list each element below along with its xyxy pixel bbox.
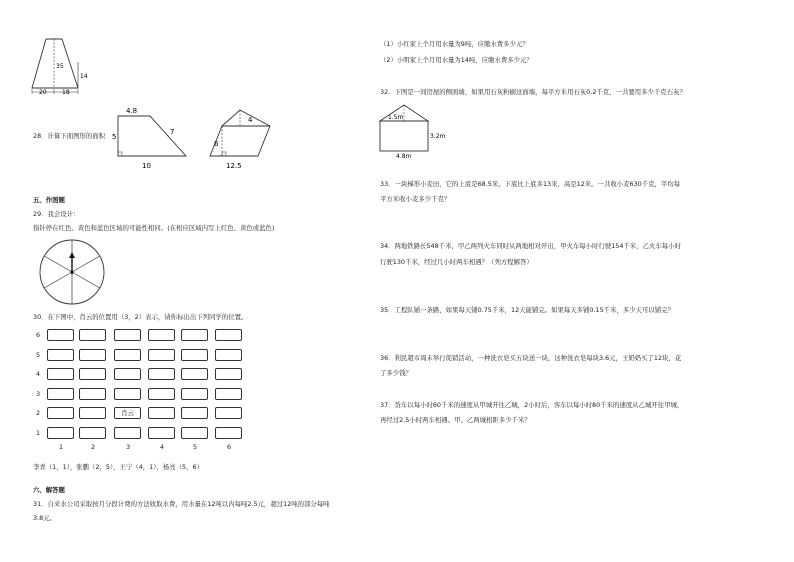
q27-height-label: 35 <box>56 63 64 70</box>
seat[interactable] <box>148 427 175 439</box>
row-label: 5 <box>36 351 41 359</box>
row-label: 6 <box>36 331 41 339</box>
seat[interactable] <box>215 329 242 341</box>
house-base-label: 4.8m <box>396 153 412 160</box>
seat[interactable] <box>114 329 141 341</box>
q33-line2: 平方米收小麦多少千克？ <box>380 195 451 203</box>
col-label: 2 <box>90 443 96 451</box>
q28-parallelogram <box>202 104 282 174</box>
seat[interactable] <box>79 329 106 341</box>
col-label: 3 <box>125 443 131 451</box>
trapezoid-bottom-label: 10 <box>142 162 151 170</box>
seat[interactable] <box>215 407 242 419</box>
q29-number: 29．我会设计： <box>33 210 80 218</box>
q30-students: 李青（1，1），张鹏（2，5），王宁（4，1），杨亮（5，6） <box>33 463 203 471</box>
q36-line2: 了多少钱？ <box>380 369 412 377</box>
q31-line2: 3.8元。 <box>33 514 56 522</box>
q31-line1: 31．自来水公司采取按月分段计费的方法收取水费，用水量在12吨以内每吨2.5元，超过12吨的部分每吨 <box>33 500 330 508</box>
seat[interactable] <box>215 388 242 400</box>
spinner-wheel <box>37 237 107 307</box>
seat[interactable] <box>47 427 74 439</box>
row-label: 3 <box>36 390 41 398</box>
row-label: 1 <box>36 429 41 437</box>
house-side-label: 3.2m <box>430 133 446 140</box>
seat[interactable] <box>215 427 242 439</box>
q35-text: 35．工程队铺一条路，如果每天铺0.75千米，12天能铺完。如果每天多铺0.15千米，多少天可以铺完？ <box>380 306 674 314</box>
seat[interactable] <box>148 329 175 341</box>
q32-house-wall <box>376 101 456 161</box>
seat[interactable] <box>114 427 141 439</box>
seat[interactable] <box>181 388 208 400</box>
col-label: 5 <box>192 443 198 451</box>
seat[interactable] <box>148 349 175 361</box>
house-roof-label: 1.5m <box>388 114 404 121</box>
q34-line2: 行驶130千米，经过几小时两车相遇？（列方程解答） <box>380 258 533 266</box>
seat[interactable] <box>215 368 242 380</box>
seat[interactable] <box>181 368 208 380</box>
q28-text: 28．计算下面图形的面积 <box>33 132 106 140</box>
trapezoid-top-label: 4.8 <box>126 107 138 115</box>
q33-line1: 33．一块梯形小麦田，它的上底是68.5米，下底比上底多13米，高是12米。一共收小麦630千克，平均每 <box>380 180 681 188</box>
q32-text: 32．下图是一间房屋的侧面墙，如果用石灰粉刷这面墙，每平方米用石灰0.2千克，一共要用多少千克石灰？ <box>380 88 686 96</box>
row-label: 2 <box>36 409 41 417</box>
seat[interactable] <box>181 349 208 361</box>
section-5-title: 五、作图题 <box>33 196 65 204</box>
seat[interactable] <box>47 388 74 400</box>
q34-line1: 34．两地铁路长548千米，甲乙两列火车同时从两地相对开出，甲火车每小时行驶154千米，乙火车每小时 <box>380 242 681 250</box>
row-label: 4 <box>36 370 41 378</box>
col-label: 1 <box>58 443 64 451</box>
q30-text: 30．在下图中，肖云的位置用（3，2）表示，请你标出出下列同学的位置。 <box>33 313 248 321</box>
q37-line1: 37．货车以每小时60千米的速度从甲城开往乙城，2小时后，客车以每小时80千米的速度从乙城开往甲城， <box>380 401 684 409</box>
seat[interactable] <box>79 427 106 439</box>
seat[interactable] <box>47 349 74 361</box>
seat[interactable] <box>114 368 141 380</box>
q31-sub1: （1）小红家上个月用水量为9吨，应缴水费多少元？ <box>380 40 529 48</box>
q28-trapezoid <box>112 106 192 171</box>
trapezoid-left-label: 5 <box>112 133 117 141</box>
seat[interactable] <box>47 368 74 380</box>
seat[interactable] <box>181 329 208 341</box>
q31-sub2: （2）小明家上个月用水量为14吨，应缴水费多少元？ <box>380 56 533 64</box>
seat[interactable] <box>181 427 208 439</box>
seat[interactable] <box>79 368 106 380</box>
seat[interactable] <box>79 388 106 400</box>
q27-base-right-label: 18 <box>62 89 70 96</box>
parallelogram-height-label: 6 <box>214 140 219 148</box>
q29-text: 指针停在红色、黄色和蓝色区域的可能性相同。(在相应区域内写上红色、黄色或蓝色) <box>33 224 275 232</box>
seat[interactable] <box>79 349 106 361</box>
seat[interactable] <box>47 329 74 341</box>
col-label: 6 <box>226 443 232 451</box>
q37-line2: 再经过2.5小时两车相遇。甲、乙两城相距多少千米？ <box>380 416 531 424</box>
parallelogram-base-label: 12.5 <box>226 162 242 170</box>
parallelogram-tri-label: 4 <box>248 116 253 124</box>
seat[interactable] <box>181 407 208 419</box>
seat[interactable] <box>215 349 242 361</box>
section-6-title: 六、解答题 <box>33 486 65 494</box>
q36-line1: 36．利民超市周末举行促销活动，一种洗衣皂买五块送一块，这种洗衣皂每块3.6元，王奶奶买了12块，花 <box>380 354 682 362</box>
seat[interactable] <box>148 368 175 380</box>
col-label: 4 <box>159 443 165 451</box>
seat[interactable] <box>148 407 175 419</box>
q27-side-label: 14 <box>80 73 88 80</box>
seat[interactable] <box>47 407 74 419</box>
seat[interactable] <box>114 349 141 361</box>
seat[interactable] <box>79 407 106 419</box>
trapezoid-right-label: 7 <box>170 128 175 136</box>
q27-figure <box>28 36 108 96</box>
seat[interactable] <box>114 388 141 400</box>
seat[interactable] <box>148 388 175 400</box>
q27-base-left-label: 20 <box>39 89 47 96</box>
seat-xiaoyun[interactable]: 肖云 <box>114 407 141 419</box>
